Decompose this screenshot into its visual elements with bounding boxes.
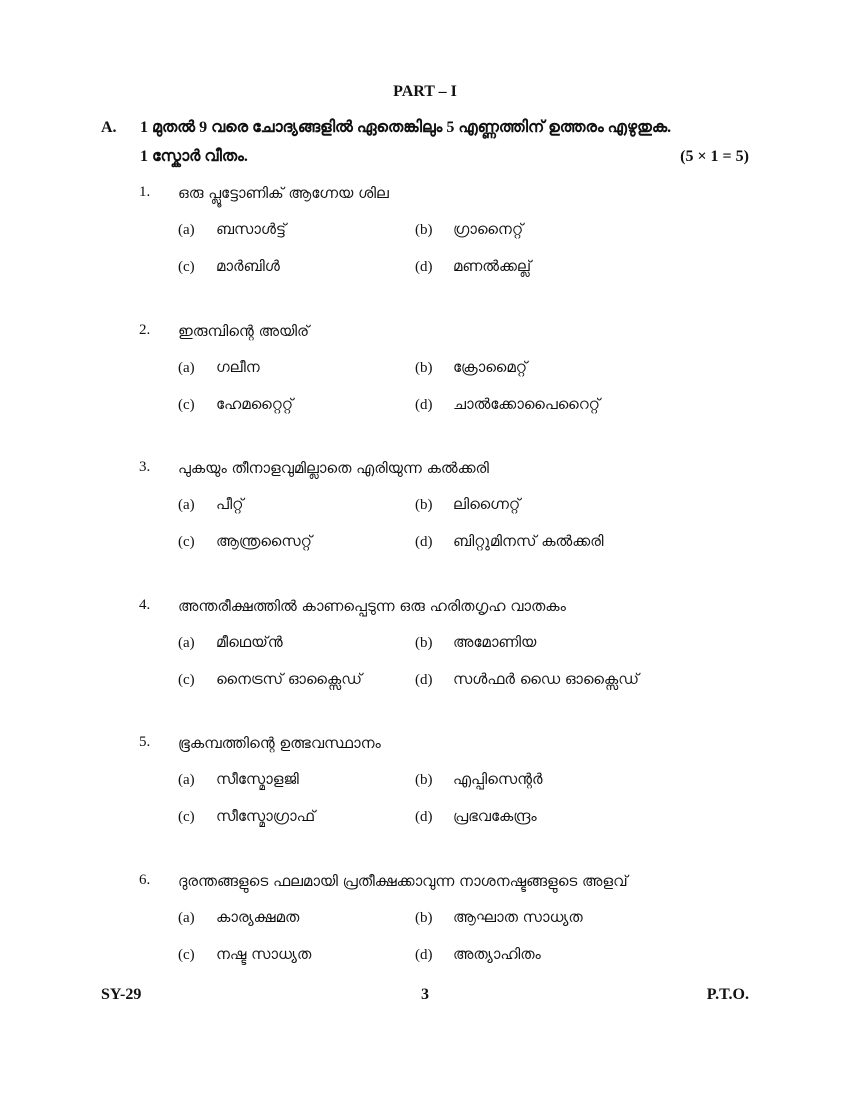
option-label: (b) [415,497,433,513]
question-4 [0,597,850,735]
question-number: 3. [139,459,151,475]
option-label: (a) [178,497,195,513]
option-text: എപ്പിസെന്റർ [453,770,543,788]
please-turn-over: P.T.O. [706,986,749,1003]
option-b [415,633,536,652]
option-text: സൾഫർ ഡൈ ഓക്സൈഡ് [453,669,639,688]
option-text: മാർബിൾ [216,257,280,275]
section-letter: A. [101,119,117,136]
option-d [415,670,639,689]
option-label: (b) [415,772,433,788]
option-label: (b) [415,909,433,926]
option-d [415,532,604,551]
option-text: ചാൽക്കോപൈറൈറ്റ് [453,394,601,413]
question-text: അന്തരീക്ഷത്തിൽ കാണപ്പെടുന്ന ഒരു ഹരിതഗൃഹ വാതകം [178,596,566,615]
option-label: (c) [178,396,195,413]
option-text: ബിറ്റുമിനസ് കൽക്കരി [453,532,604,550]
option-label: (a) [178,359,195,376]
option-label: (c) [178,946,195,963]
option-b [415,220,523,239]
option-text: ബസാൾട്ട് [216,220,287,238]
option-a [178,770,299,789]
option-b [415,908,583,927]
option-a [178,220,286,239]
option-d [415,807,537,826]
question-3 [0,459,850,597]
option-label: (d) [415,809,433,825]
option-c [178,945,311,964]
question-text: ഭൂകമ്പത്തിന്റെ ഉത്ഭവസ്ഥാനം [178,734,381,752]
option-text: മണൽക്കല്ല് [453,257,532,275]
option-text: ആഘാത സാധ്യത [453,907,583,926]
option-text: ഹേമറ്റൈറ്റ് [216,394,294,413]
option-d [415,395,600,414]
section-instruction: 1 മുതൽ 9 വരെ ചോദ്യങ്ങളിൽ ഏതെങ്കിലും 5 എണ്ണത്തിന് ഉത്തരം എഴുതുക. [140,119,672,136]
option-text: ലിഗ്നൈറ്റ് [453,495,521,513]
option-text: അമോണിയ [453,632,537,651]
option-c [178,532,312,551]
option-text: പ്രഭവകേന്ദ്രം [453,807,537,825]
question-2 [0,322,850,460]
option-label: (b) [415,222,433,238]
option-label: (d) [415,396,433,413]
option-label: (a) [178,909,195,926]
question-number: 2. [139,321,151,338]
option-text: ആന്ത്രസൈറ്റ് [216,532,312,550]
option-a [178,908,299,927]
option-label: (a) [178,634,195,651]
question-text: പുകയും തീനാളവുമില്ലാതെ എരിയുന്ന കൽക്കരി [178,459,489,477]
question-number: 5. [139,734,151,750]
option-label: (c) [178,671,195,688]
option-a [178,495,243,514]
option-text: നഷ്ട സാധ്യത [216,944,312,963]
option-d [415,257,531,276]
option-label: (c) [178,534,195,550]
option-text: കാര്യക്ഷമത [216,907,300,926]
question-number: 6. [139,871,151,888]
section-marks: (5 × 1 = 5) [680,148,749,165]
option-a [178,358,260,377]
option-c [178,670,362,689]
option-label: (d) [415,259,433,275]
page-number: 3 [421,986,429,1003]
option-label: (d) [415,534,433,550]
option-text: അത്യാഹിതം [453,944,541,963]
option-text: ഗലീന [216,357,260,376]
option-label: (c) [178,259,195,275]
option-label: (b) [415,634,433,651]
question-text: ഇരുമ്പിന്റെ അയിര് [178,321,310,340]
part-title: PART – I [393,83,457,100]
option-text: സീസ്മോഗ്രാഫ് [216,807,316,825]
option-a [178,633,283,652]
option-text: മീഥെയ്ൻ [216,632,283,651]
option-c [178,257,280,276]
option-c [178,395,293,414]
option-b [415,358,527,377]
paper-code: SY-29 [101,986,142,1003]
option-b [415,770,542,789]
option-label: (b) [415,359,433,376]
option-text: നൈട്രസ് ഓക്സൈഡ് [216,669,362,688]
question-5 [0,734,850,872]
option-b [415,495,520,514]
question-text: ഒരു പ്ലൂട്ടോണിക് ആഗ്നേയ ശില [178,184,389,202]
option-text: ഗ്രാനൈറ്റ് [453,220,524,238]
option-label: (c) [178,809,195,825]
section-score-note: 1 സ്കോർ വീതം. [140,148,248,165]
option-text: സീസ്മോളജി [216,770,299,788]
option-text: ക്രോമൈറ്റ് [453,357,528,376]
question-number: 4. [139,596,151,613]
option-label: (d) [415,946,433,963]
option-label: (d) [415,671,433,688]
question-list [0,184,850,1009]
question-number: 1. [139,184,151,200]
option-c [178,807,315,826]
question-text: ദുരന്തങ്ങളുടെ ഫലമായി പ്രതീക്ഷക്കാവുന്ന നാശനഷ്ടങ്ങളുടെ അളവ് [178,871,628,890]
option-label: (a) [178,222,195,238]
option-text: പീറ്റ് [216,495,244,513]
option-d [415,945,541,964]
option-label: (a) [178,772,195,788]
question-1 [0,184,850,322]
